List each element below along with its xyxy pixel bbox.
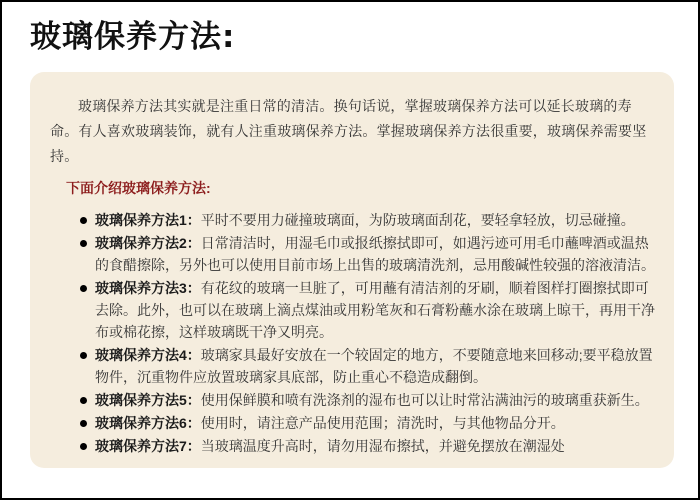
- tip-label: 玻璃保养方法4：: [95, 347, 201, 363]
- tip-label: 玻璃保养方法3：: [95, 280, 201, 296]
- tip-item-6: [80, 412, 658, 434]
- tip-text: 使用保鲜膜和喷有洗涤剂的湿布也可以让时常沾满油污的玻璃重获新生。: [200, 392, 649, 408]
- tips-list: [50, 209, 658, 457]
- tip-label: 玻璃保养方法5：: [95, 392, 201, 408]
- tip-text: 平时不要用力碰撞玻璃面，为防玻璃面刮花，要轻拿轻放，切忌碰撞。: [200, 212, 635, 228]
- tip-label: 玻璃保养方法7：: [95, 438, 201, 454]
- content-panel: [30, 72, 674, 468]
- tip-text: 当玻璃温度升高时，请勿用湿布擦拭，并避免摆放在潮湿处: [200, 438, 565, 454]
- tip-text: 日常清洁时，用湿毛巾或报纸擦拭即可，如遇污迹可用毛巾蘸啤酒或温热的食醋擦除，另外也可以使用目前市场上出售的玻璃清洗剂，忌用酸碱性较强的溶液清洁。: [95, 235, 655, 273]
- tip-item-1: [80, 209, 658, 231]
- tip-label: 玻璃保养方法1：: [95, 212, 201, 228]
- tip-item-5: [80, 389, 658, 411]
- page-title: 玻璃保养方法:: [30, 19, 236, 55]
- tip-text: 玻璃家具最好安放在一个较固定的地方，不要随意地来回移动;要平稳放置物件，沉重物件应放置玻璃家具底部，防止重心不稳造成翻倒。: [95, 347, 653, 385]
- tip-item-4: [80, 344, 658, 388]
- tip-item-7: [80, 435, 658, 457]
- tip-label: 玻璃保养方法6：: [95, 415, 201, 431]
- tip-text: 有花纹的玻璃一旦脏了，可用蘸有清洁剂的牙刷，顺着图样打圈擦拭即可去除。此外，也可以在玻璃上滴点煤油或用粉笔灰和石膏粉蘸水涂在玻璃上晾干，再用干净布或棉花擦，这样玻璃既干净又明亮。: [95, 280, 655, 340]
- tip-item-2: [80, 232, 658, 276]
- tip-item-3: [80, 277, 658, 343]
- section-heading: 下面介绍玻璃保养方法:: [66, 180, 211, 196]
- tip-text: 使用时，请注意产品使用范围；清洗时，与其他物品分开。: [200, 415, 565, 431]
- tip-label: 玻璃保养方法2：: [95, 235, 201, 251]
- intro-paragraph: 玻璃保养方法其实就是注重日常的清洁。换句话说，掌握玻璃保养方法可以延长玻璃的寿命。有人喜欢玻璃装饰，就有人注重玻璃保养方法。掌握玻璃保养方法很重要，玻璃保养需要坚持。: [50, 98, 647, 164]
